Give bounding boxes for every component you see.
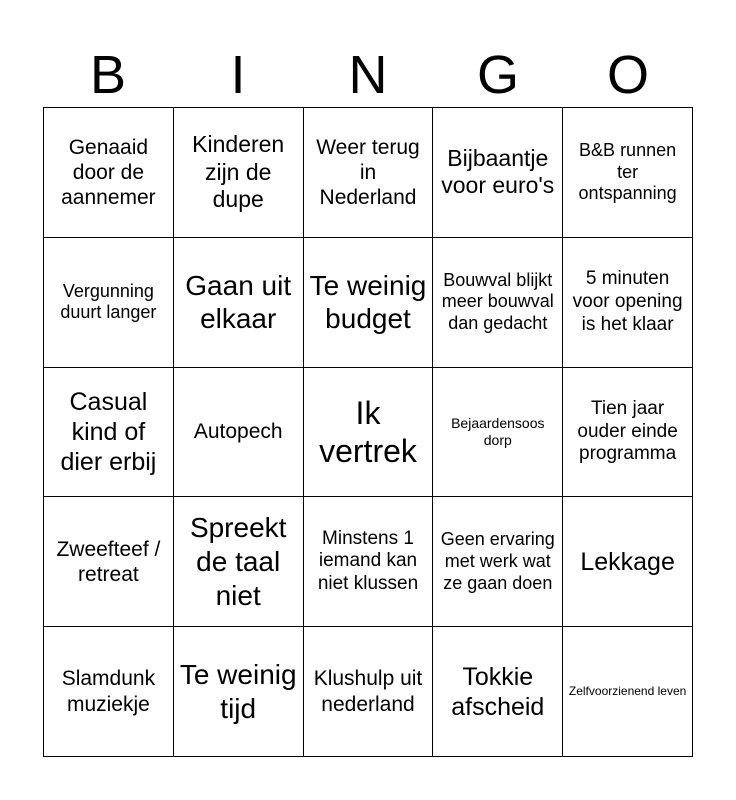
bingo-cell[interactable]: Bijbaantje voor euro's bbox=[433, 108, 563, 238]
bingo-board bbox=[43, 107, 693, 757]
bingo-cell[interactable]: Zweefteef / retreat bbox=[44, 497, 174, 627]
bingo-cell[interactable]: Lekkage bbox=[563, 497, 693, 627]
bingo-cell[interactable]: Bejaardensoos dorp bbox=[433, 368, 563, 498]
bingo-cell[interactable]: Te weinig budget bbox=[304, 238, 434, 368]
bingo-cell[interactable]: Geen ervaring met werk wat ze gaan doen bbox=[433, 497, 563, 627]
bingo-cell[interactable]: Gaan uit elkaar bbox=[174, 238, 304, 368]
bingo-cell[interactable]: Casual kind of dier erbij bbox=[44, 368, 174, 498]
bingo-header bbox=[43, 42, 693, 108]
bingo-cell[interactable]: Zelfvoorzienend leven bbox=[563, 627, 693, 757]
bingo-cell[interactable]: Slamdunk muziekje bbox=[44, 627, 174, 757]
bingo-cell[interactable]: Tien jaar ouder einde programma bbox=[563, 368, 693, 498]
bingo-cell[interactable]: Te weinig tijd bbox=[174, 627, 304, 757]
bingo-cell[interactable]: Autopech bbox=[174, 368, 304, 498]
header-letter-b: B bbox=[89, 45, 127, 105]
header-letter-i: I bbox=[230, 45, 246, 105]
bingo-cell[interactable]: Ik vertrek bbox=[304, 368, 434, 498]
bingo-cell[interactable]: Kinderen zijn de dupe bbox=[174, 108, 304, 238]
bingo-cell[interactable]: 5 minuten voor opening is het klaar bbox=[563, 238, 693, 368]
bingo-cell[interactable]: Vergunning duurt langer bbox=[44, 238, 174, 368]
bingo-cell[interactable]: Tokkie afscheid bbox=[433, 627, 563, 757]
bingo-cell[interactable]: Genaaid door de aannemer bbox=[44, 108, 174, 238]
bingo-cell[interactable]: Bouwval blijkt meer bouwval dan gedacht bbox=[433, 238, 563, 368]
bingo-cell[interactable]: Minstens 1 iemand kan niet klussen bbox=[304, 497, 434, 627]
bingo-cell[interactable]: Spreekt de taal niet bbox=[174, 497, 304, 627]
bingo-cell[interactable]: Weer terug in Nederland bbox=[304, 108, 434, 238]
bingo-cell[interactable]: B&B runnen ter ontspanning bbox=[563, 108, 693, 238]
header-letter-g: G bbox=[476, 45, 519, 105]
bingo-cell[interactable]: Klushulp uit nederland bbox=[304, 627, 434, 757]
header-letter-o: O bbox=[606, 45, 649, 105]
header-letter-n: N bbox=[348, 45, 388, 105]
